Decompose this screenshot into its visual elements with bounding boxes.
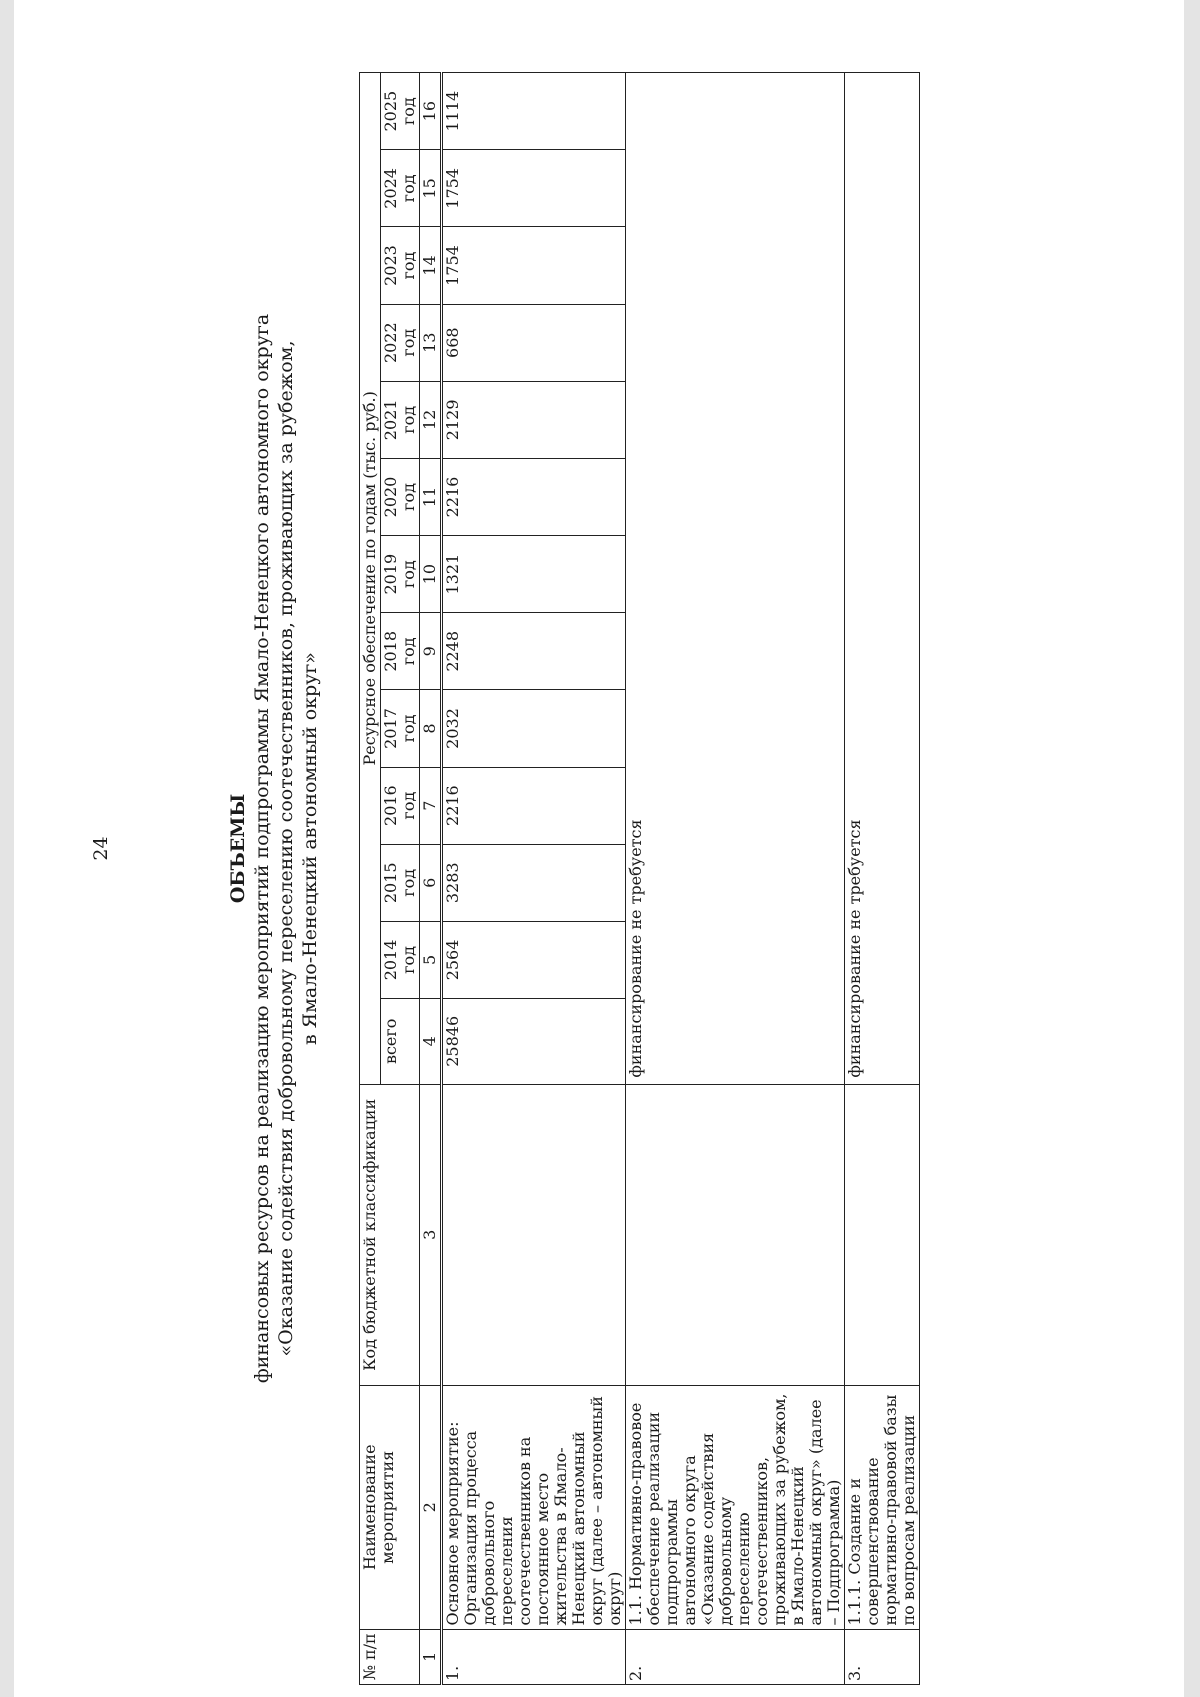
header-resources: Ресурсное обеспечение по годам (тыс. руб.): [360, 73, 381, 1085]
column-number: 12: [420, 381, 442, 458]
header-year: 2021 год: [381, 381, 420, 458]
column-number: 2: [420, 1386, 442, 1630]
row-year-value: 1114: [442, 73, 626, 150]
document-heading: [226, 0, 322, 1697]
column-number: 6: [420, 844, 442, 921]
funding-not-required: финансирование не требуется: [845, 73, 920, 1085]
rotated-page-content: [14, 0, 1184, 1697]
header-year: 2023 год: [381, 227, 420, 304]
column-number: 8: [420, 690, 442, 767]
row-total: 25846: [442, 999, 626, 1085]
column-number: 11: [420, 458, 442, 535]
document-page: [14, 0, 1184, 1697]
table-row: [845, 73, 920, 1685]
row-year-value: 2216: [442, 767, 626, 844]
header-year: 2024 год: [381, 150, 420, 227]
column-number: 3: [420, 1084, 442, 1385]
column-number: 7: [420, 767, 442, 844]
resources-table: [359, 72, 920, 1685]
column-number: 15: [420, 150, 442, 227]
funding-not-required: финансирование не требуется: [626, 73, 845, 1085]
row-year-value: 668: [442, 304, 626, 381]
header-year: 2019 год: [381, 536, 420, 613]
header-total: всего: [381, 999, 420, 1085]
column-number: 5: [420, 921, 442, 998]
table-header-row-1: [360, 73, 381, 1685]
row-number: 3.: [845, 1629, 920, 1684]
heading-title: ОБЪЕМЫ: [227, 793, 249, 904]
column-number: 10: [420, 536, 442, 613]
row-year-value: 2032: [442, 690, 626, 767]
header-year: 2016 год: [381, 767, 420, 844]
header-year: 2018 год: [381, 613, 420, 690]
row-code: [845, 1084, 920, 1385]
row-year-value: 2129: [442, 381, 626, 458]
row-year-value: 3283: [442, 844, 626, 921]
column-number: 16: [420, 73, 442, 150]
column-number: 9: [420, 613, 442, 690]
header-year: 2022 год: [381, 304, 420, 381]
table-row: [442, 73, 626, 1685]
column-numbers-row: [420, 73, 442, 1685]
row-year-value: 2248: [442, 613, 626, 690]
header-year: 2017 год: [381, 690, 420, 767]
header-year: 2015 год: [381, 844, 420, 921]
row-year-value: 1754: [442, 150, 626, 227]
header-year: 2025 год: [381, 73, 420, 150]
column-number: 1: [420, 1629, 442, 1684]
row-number: 2.: [626, 1629, 845, 1684]
row-number: 1.: [442, 1629, 626, 1684]
table-row: [626, 73, 845, 1685]
row-year-value: 2564: [442, 921, 626, 998]
header-no: № п/п: [360, 1629, 420, 1684]
page-number: 24: [90, 836, 112, 861]
heading-line-3: в Ямало-Ненецкий автономный округ»: [299, 652, 321, 1045]
header-year: 2014 год: [381, 921, 420, 998]
row-name: Основное мероприятие: Организация процесса добровольного переселения соотечественников на постоянное место жительства в Ямало-Ненецкий автономный округ (далее – автономный округ): [442, 1386, 626, 1630]
column-number: 14: [420, 227, 442, 304]
header-name: Наименование мероприятия: [360, 1386, 420, 1630]
heading-line-2: «Оказание содействия добровольному переселению соотечественников, проживающих за рубежом,: [275, 340, 297, 1357]
row-year-value: 1754: [442, 227, 626, 304]
row-name: 1.1.1. Создание и совершенствование нормативно-правовой базы по вопросам реализации: [845, 1386, 920, 1630]
row-year-value: 1321: [442, 536, 626, 613]
column-number: 13: [420, 304, 442, 381]
column-number: 4: [420, 999, 442, 1085]
header-year: 2020 год: [381, 458, 420, 535]
row-code: [442, 1084, 626, 1385]
row-name: 1.1. Нормативно-правовое обеспечение реализации подпрограммы автономного округа «Оказание содействия добровольному переселению соотечественников, проживающих за рубежом, в Ямало-Ненецкий автономный округ» (далее – Подпрограмма): [626, 1386, 845, 1630]
row-year-value: 2216: [442, 458, 626, 535]
heading-line-1: финансовых ресурсов на реализацию мероприятий подпрограммы Ямало-Ненецкого автономного округа: [251, 313, 273, 1384]
header-code: Код бюджетной классификации: [360, 1084, 420, 1385]
row-code: [626, 1084, 845, 1385]
